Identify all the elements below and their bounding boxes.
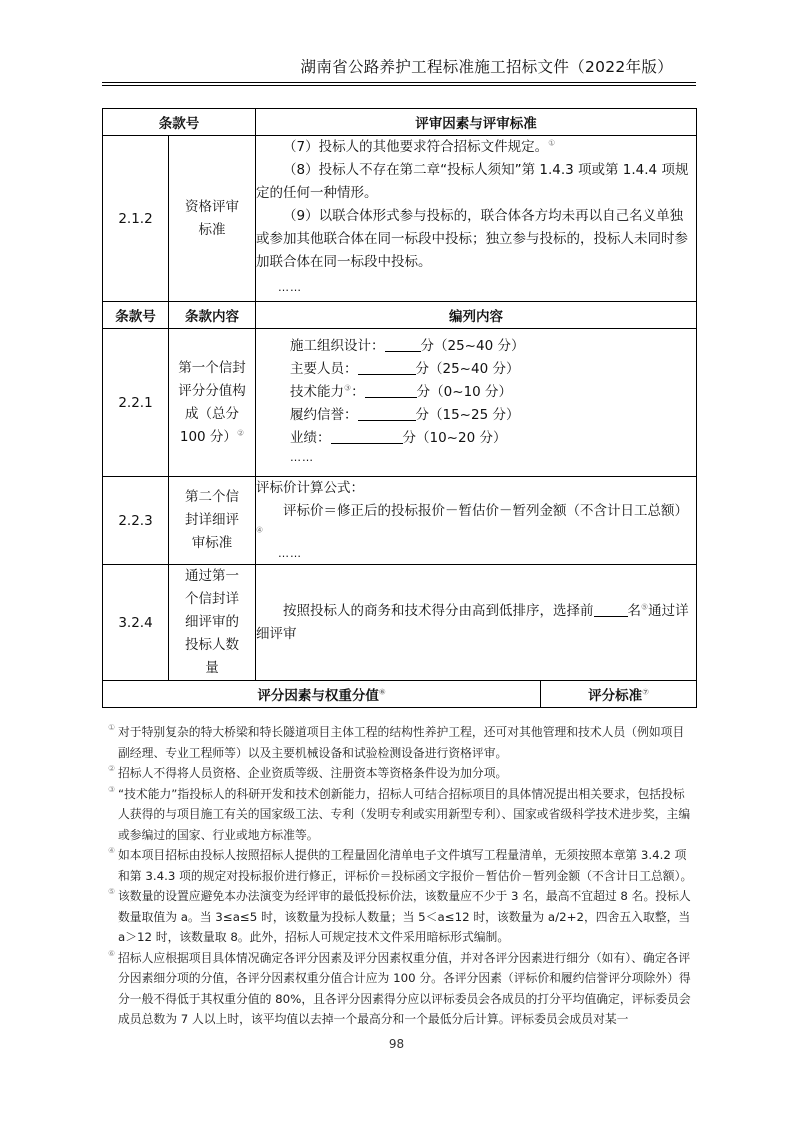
table-footer-row [103,681,697,708]
table-row [103,477,697,565]
clause-content [256,136,697,302]
footnote-item: ② 招标人不得将人员资格、企业资质等级、注册资本等资格条件设为加分项。 [108,764,508,780]
table-subheader-row [103,302,697,329]
page-number: 98 [388,1037,405,1051]
footer-score-standard: 评分标准⑦ [541,681,697,708]
ellipsis: …… [290,451,314,464]
formula-title: 评标价计算公式： [256,480,364,496]
score-composition [256,329,697,477]
blank-line [358,406,416,421]
table-row [103,329,697,477]
clause-number: 2.1.2 [103,136,169,302]
evaluation-table [102,108,697,708]
clause-number: 2.2.3 [103,477,169,565]
selection-content [256,565,697,681]
footnote-ref: ② [236,428,245,437]
item-9: （9）以联合体形式参与投标的，联合体各方均未再以自己名义单独或参加其他联合体在同一标段中投标；独立参与投标的，投标人未同时参加联合体在同一标段中投标。 [256,208,688,270]
footnote-item: ⑥ 招标人应根据项目具体情况确定各评分因素及评分因素权重分值，并对各评分因素进行细分（如有）、确定各评分因素细分项的分值，各评分因素权重分值合计应为 100 分。各评分因素（评标价和履约信誉评分项除外）得分一般不得低于其权重分值的 80%，且各评分因素得分应以评标委员会各成员的打分平均值确定，评标委员会成员总数为 7 人以上时，该平均值以去掉一个最高分和一个最低分后计算。评标委员会成员对某一 [108,948,691,1026]
header-clause-content: 条款内容 [169,302,256,329]
blank-line [365,383,417,398]
footnote-ref: ⑤ [641,602,649,611]
footnote-ref: ① [548,138,556,148]
score-item-technical-capability: 技术能力③： 分（0~10 分） [290,383,513,400]
clause-name: 第一个信封评分分值构成（总分 100 分）② [169,329,256,477]
footnote-item: ⑤ 该数量的设置应避免本办法演变为经评审的最低投标价法，该数量应不少于 3 名，最高不宜超过 8 名。投标人数量取值为 a。当 3≤a≤5 时，该数量为投标人数量；当 5＜a≤12 时，该数量为 a/2+2，四舍五入取整，当 a＞12 时，该数量取 8。此外，招标人可规定技术文件采用暗标形式编制。 [108,887,691,944]
table-row [103,565,697,681]
header-edit-content: 编列内容 [256,302,697,329]
footnote-item: ① 对于特别复杂的特大桥梁和特长隧道项目主体工程的结构性养护工程，还可对其他管理和技术人员（例如项目副经理、专业工程师等）以及主要机械设备和试验检测设备进行资格评审。 [108,723,685,760]
header-rule-thin [102,85,696,86]
blank-line [385,337,421,352]
footnote-item: ④ 如本项目招标由投标人按照招标人提供的工程量固化清单电子文件填写工程量清单，无须按照本章第 3.4.2 项和第 3.4.3 项的规定对投标报价进行修正，评标价＝投标函文字报价－暂估价－暂列金额（不含计日工总额）。 [108,846,693,883]
table-header-row [103,109,697,136]
footer-score-factors: 评分因素与权重分值⑥ [103,681,541,708]
footnote-item: ③ “技术能力”指投标人的科研开发和技术创新能力，招标人可结合招标项目的具体情况提出相关要求，包括投标人获得的与项目施工有关的国家级工法、专利（发明专利或实用新型专利）、国家或省级科学技术进步奖，主编或参编过的国家、行业或地方标准等。 [108,784,691,842]
clause-number: 2.2.1 [103,329,169,477]
ellipsis: …… [278,547,302,560]
header-evaluation-factors: 评审因素与评审标准 [256,109,697,136]
footnote-ref: ③ [344,383,352,393]
clause-name: 通过第一个信封详细评审的投标人数量 [169,565,256,681]
formula: 评标价＝修正后的投标报价－暂估价－暂列金额（不含计日工总额） [283,503,688,519]
header-rule [102,82,696,83]
footnotes [108,722,693,1030]
clause-name: 资格评审标准 [169,136,256,302]
header-clause-number: 条款号 [103,109,256,136]
score-item-performance-credit: 履约信誉： 分（15~25 分） [290,407,520,423]
score-item-construction-design: 施工组织设计： 分（25~40 分） [290,338,525,354]
page-header-title: 湖南省公路养护工程标准施工招标文件（2022年版） [300,58,673,76]
ellipsis: …… [278,281,302,294]
footnote-ref: ④ [256,525,264,535]
score-item-performance-record: 业绩： 分（10~20 分） [290,430,507,446]
blank-line [358,360,416,375]
table-row [103,136,697,302]
header-clause-number-2: 条款号 [103,302,169,329]
blank-line [331,429,403,444]
item-7: （7）投标人的其他要求符合招标文件规定。① [283,138,556,155]
selection-rule: 按照投标人的商务和技术得分由高到低排序，选择前 名⑤通过详细评审 [256,602,689,642]
score-item-key-personnel: 主要人员： 分（25~40 分） [290,361,520,377]
clause-number: 3.2.4 [103,565,169,681]
item-8: （8）投标人不存在第二章“投标人须知”第 1.4.3 项或第 1.4.4 项规定的任何一种情形。 [256,162,689,201]
formula-content [256,477,697,565]
clause-name: 第二个信封详细评审标准 [169,477,256,565]
blank-line [594,602,628,617]
